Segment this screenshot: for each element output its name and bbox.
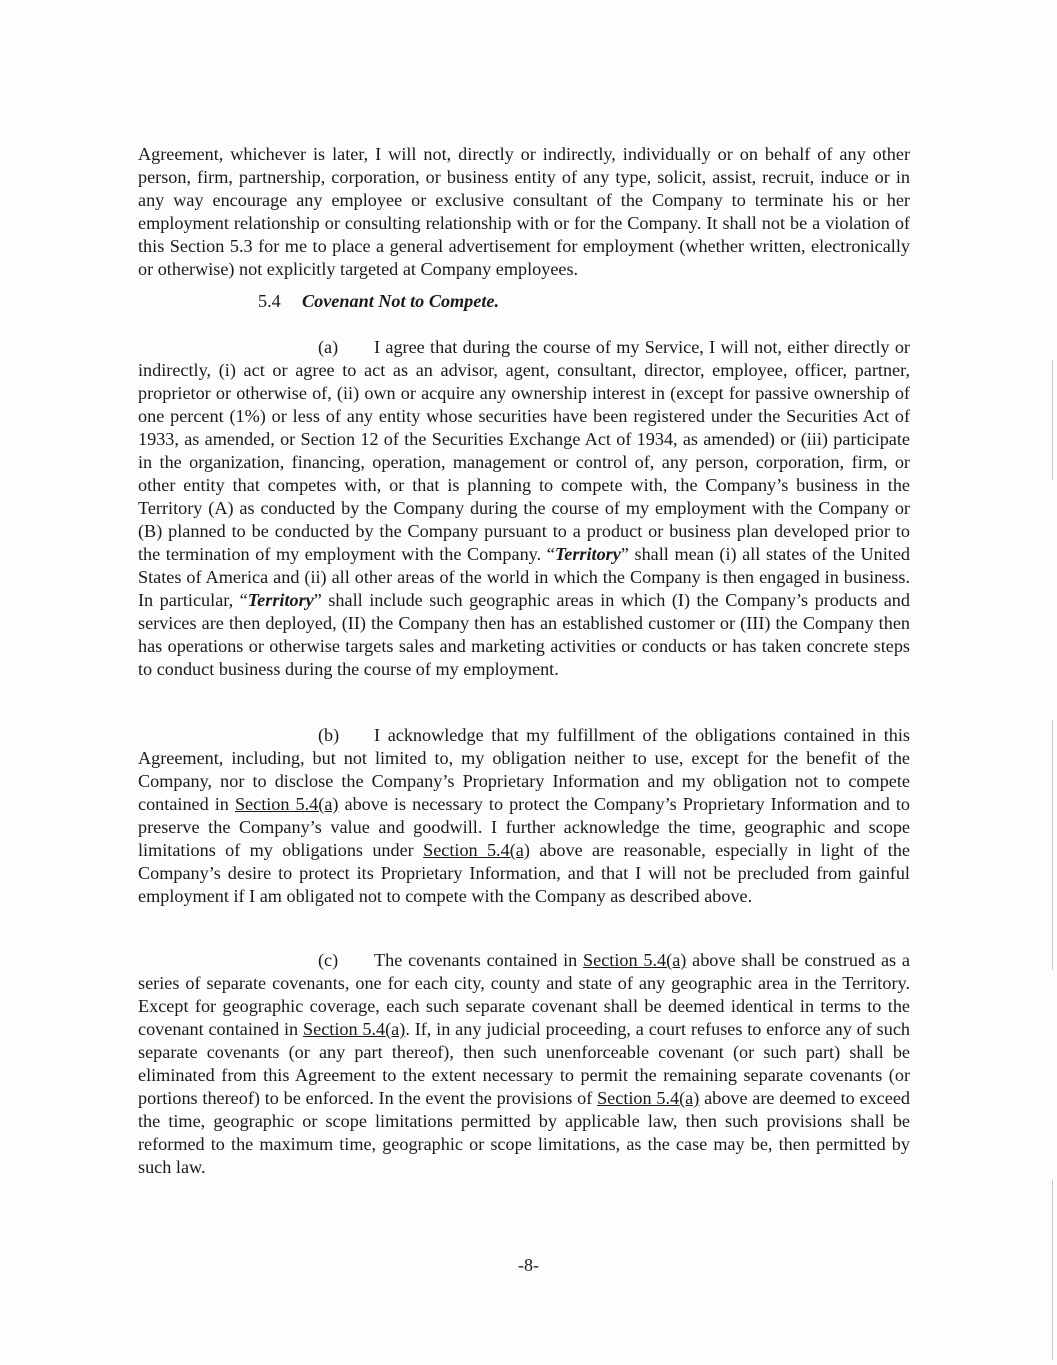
paragraph-c [138, 949, 910, 1179]
section-reference: Section 5.4(a) [303, 1019, 406, 1039]
paragraph-b-text-3: above are reasonable, especially in light of the Company’s desire to protect its Proprietary Information, and that I will not be precluded from gainful employment if I am obligated not to compete with the Company as described above. [138, 840, 911, 906]
paragraph-c-text-4: above are deemed to exceed the time, geographic or scope limitations permitted by applicable law, then such provisions shall be reformed to the maximum time, geographic or scope limitations, as the case may be, then permitted by such law. [138, 1088, 910, 1177]
page-number: -8- [518, 1255, 539, 1275]
paragraph-b-text-2: above is necessary to protect the Company’s Proprietary Information and to preserve the Company’s value and goodwill. I further acknowledge the time, geographic and scope limitations of my obligations under [138, 794, 910, 860]
paragraph-c-text-2: above shall be construed as a series of separate covenants, one for each city, county and state of any geographic area in the Territory. Except for geographic coverage, each such separate covenant shall be deemed identical in terms to the covenant contained in [138, 950, 910, 1039]
defined-term-territory: Territory [247, 590, 314, 610]
paragraph-b-text-1: I acknowledge that my fulfillment of the obligations contained in this Agreement, including, but not limited to, my obligation neither to use, except for the benefit of the Company, nor to disclose the Company’s Proprietary Information and my obligation not to compete contained in [138, 725, 910, 814]
section-reference: Section 5.4(a) [423, 840, 530, 860]
paragraph-c-label: (c) [318, 950, 339, 970]
section-number: 5.4 [258, 291, 281, 311]
paragraph-a [138, 336, 910, 681]
section-heading [258, 290, 499, 313]
section-reference: Section 5.4(a) [597, 1088, 700, 1108]
section-reference: Section 5.4(a) [234, 794, 339, 814]
paragraph-b [138, 724, 910, 908]
section-title: Covenant Not to Compete. [302, 291, 500, 311]
paragraph-a-text-1: I agree that during the course of my Service, I will not, either directly or indirectly, (i) act or agree to act as an advisor, agent, consultant, director, employee, officer, partner, proprietor or otherwise of, (ii) own or acquire any ownership interest in (except for passive ownership of one percent (1%) or less of any entity whose securities have been registered under the Securities Act of 1933, as amended, or Section 12 of the Securities Exchange Act of 1934, as amended) or (iii) participate in the organization, financing, operation, management or control of, any person, corporation, firm, or other entity that competes with, or that is planning to compete with, the Company’s business in the Territory (A) as conducted by the Company during the course of my employment with the Company or (B) planned to be conducted by the Company pursuant to a product or business plan developed prior to the termination of my employment with the Company. “ [138, 337, 910, 564]
intro-paragraph: Agreement, whichever is later, I will not, directly or indirectly, individually or on behalf of any other person, firm, partnership, corporation, or business entity of any type, solicit, assist, recruit, induce or in any way encourage any employee or exclusive consultant of the Company to terminate his or her employment relationship or consulting relationship with or for the Company. It shall not be a violation of this Section 5.3 for me to place a general advertisement for employment (whether written, electronically or otherwise) not explicitly targeted at Company employees. [138, 144, 910, 279]
paragraph-a-text-2: ” shall mean (i) all states of the United States of America and (ii) all other areas of the world in which the Company is then engaged in business. In particular, “ [138, 544, 910, 610]
defined-term-territory: Territory [554, 544, 621, 564]
paragraph-b-label: (b) [318, 725, 340, 745]
paragraph-c-text-3: . If, in any judicial proceeding, a court refuses to enforce any of such separate covenants (or any part thereof), then such unenforceable covenant (or such part) shall be eliminated from this Agreement to the extent necessary to permit the remaining separate covenants (or portions thereof) to be enforced. In the event the provisions of [138, 1019, 910, 1108]
scan-edge-mark [1052, 1180, 1053, 1360]
paragraph-c-text-1: The covenants contained in [374, 950, 584, 970]
paragraph-a-label: (a) [318, 337, 339, 357]
scan-edge-mark [1052, 720, 1053, 970]
paragraph-a-text-3: ” shall include such geographic areas in which (I) the Company’s products and services are then deployed, (II) the Company then has an established customer or (III) the Company then has operations or otherwise targets sales and marketing activities or conducts or has taken concrete steps to conduct business during the course of my employment. [138, 590, 910, 679]
scan-edge-mark [1052, 360, 1053, 480]
section-reference: Section 5.4(a) [583, 950, 687, 970]
